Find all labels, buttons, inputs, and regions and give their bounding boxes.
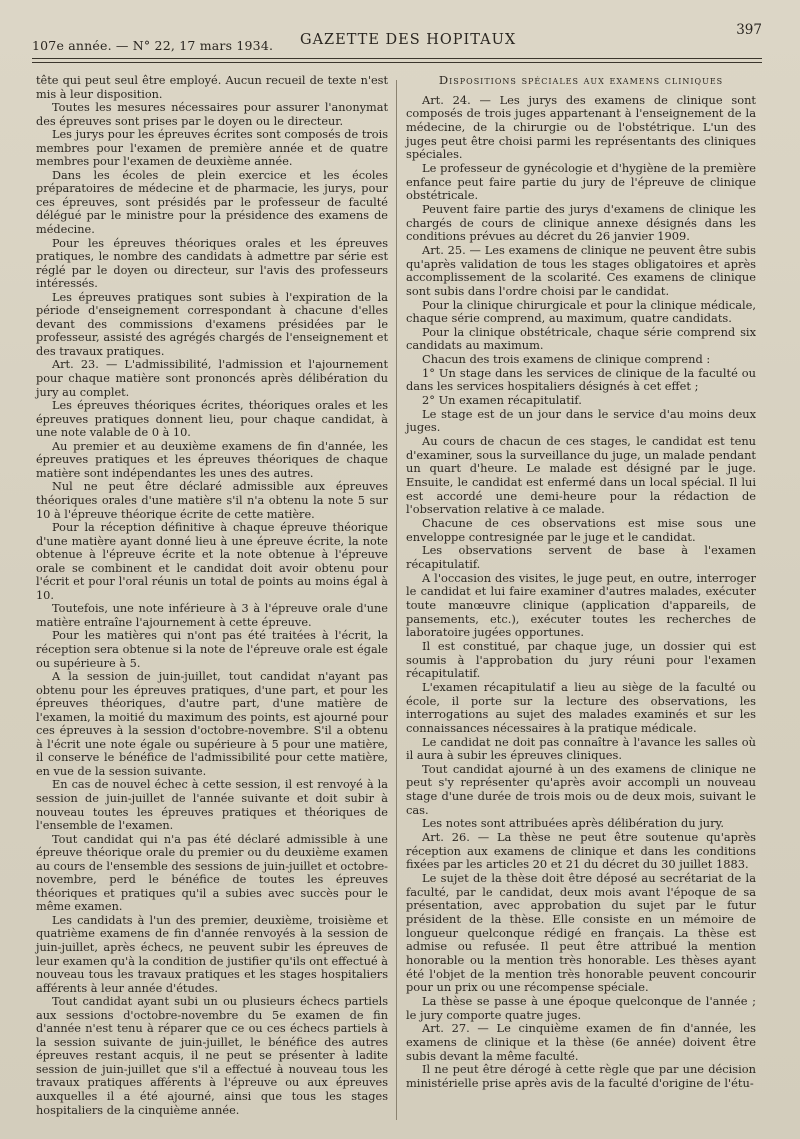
- right-column: [406, 74, 756, 1091]
- header-rule: [32, 58, 762, 59]
- paragraph: Tout candidat ayant subi un ou plusieurs échecs partiels aux sessions d'octobre-novembre du 5e examen de fin d'année n'est tenu à réparer que ce ou ces échecs partiels à la session suivante de juin-juillet, le bénéfice des autres épreuves restant acquis, il ne peut se présenter à ladite session de juin-juillet que s'il a effectué à nouveau tous les travaux pratiques afférents à l'épreuve ou aux épreuves auxquelles il a été ajourné, ainsi que tous les stages hospitaliers de la cinquième année.: [36, 995, 388, 1117]
- paragraph: Le stage est de un jour dans le service d'au moins deux juges.: [406, 406, 756, 435]
- paragraph: 1° Un stage dans les services de clinique de la faculté ou dans les services hospitaliers désignés à cet effet ;: [406, 365, 756, 394]
- paragraph: Il ne peut être dérogé à cette règle que par une décision ministérielle prise après avis de la faculté d'origine de l'étu-: [406, 1062, 756, 1090]
- paragraph: Le sujet de la thèse doit être déposé au secrétariat de la faculté, par le candidat, deux mois avant l'époque de sa présentation, avec approbation du sujet par le futur président de la thèse. Elle consiste en un mémoire de longueur quelconque rédigé en français. La thèse est admise ou refusée. Il peut être attribué la mention honorable ou la mention très honorable. Les thèses ayant été l'objet de la mention très honorable peuvent concourir pour un prix ou une récompense spéciale.: [406, 871, 756, 995]
- paragraph: Le candidat ne doit pas connaître à l'avance les salles où il aura à subir les épreuves cliniques.: [406, 734, 756, 763]
- paragraph: A l'occasion des visites, le juge peut, en outre, interroger le candidat et lui faire examiner d'autres malades, exécuter toute manœuvre clinique (application d'appareils, de pansements, etc.), exécuter toutes les recherches de laboratoire jugées opportunes.: [406, 570, 756, 640]
- paragraph: Pour les matières qui n'ont pas été traitées à l'écrit, la réception sera obtenue si la note de l'épreuve orale est égale ou supérieure à 5.: [36, 629, 388, 670]
- paragraph: Art. 24. — Les jurys des examens de clinique sont composés de trois juges appartenant à l'enseignement de la médecine, de la chirurgie ou de l'obstétrique. L'un des juges peut être choisi parmi les représentants des cliniques spéciales.: [406, 92, 756, 162]
- paragraph: L'examen récapitulatif a lieu au siège de la faculté ou école, il porte sur la lecture des observations, les interrogations au sujet des malades examinés et sur les connaissances nécessaires à la pratique médicale.: [406, 679, 756, 735]
- paragraph: Chacune de ces observations est mise sous une enveloppe contresignée par le juge et le candidat.: [406, 516, 756, 544]
- header-rule-thin: [32, 62, 762, 63]
- paragraph: Pour la clinique obstétricale, chaque série comprend six candidats au maximum.: [406, 324, 756, 353]
- page-number: 397: [736, 22, 762, 38]
- paragraph: Au cours de chacun de ces stages, le candidat est tenu d'examiner, sous la surveillance du juge, un malade pendant un quart d'heure. Le malade est désigné par le juge. Ensuite, le candidat est enfermé dans un local spécial. Il lui est accordé une demi-heure pour la rédaction de l'observation relative à ce malade.: [406, 434, 756, 517]
- paragraph: Les jurys pour les épreuves écrites sont composés de trois membres pour l'examen de première année et de quatre membres pour l'examen de deuxième année.: [36, 128, 388, 169]
- paragraph: Peuvent faire partie des jurys d'examens de clinique les chargés de cours de clinique annexe désignés dans les conditions prévues au décret du 26 janvier 1909.: [406, 201, 756, 244]
- paragraph: Chacun des trois examens de clinique comprend :: [422, 352, 711, 367]
- paragraph: Art. 25. — Les examens de clinique ne peuvent être subis qu'après validation de tous les stages obligatoires et après accomplissement de la scolarité. Ces examens de clinique sont subis dans l'ordre choisi par le candidat.: [406, 242, 756, 298]
- paragraph: 2° Un examen récapitulatif.: [422, 393, 582, 408]
- paragraph: En cas de nouvel échec à cette session, il est renvoyé à la session de juin-juillet de l'année suivante et doit subir à nouveau toutes les épreuves pratiques et théoriques de l'ensemble de l'examen.: [36, 778, 388, 833]
- paragraph: Pour les épreuves théoriques orales et les épreuves pratiques, le nombre des candidats à admettre par série est réglé par le doyen ou directeur, sur l'avis des professeurs intéressés.: [36, 236, 388, 291]
- paragraph: La thèse se passe à une époque quelconque de l'année ; le jury comporte quatre juges.: [406, 993, 756, 1022]
- paragraph: Toutes les mesures nécessaires pour assurer l'anonymat des épreuves sont prises par le doyen ou le directeur.: [36, 101, 388, 128]
- paragraph: Les épreuves pratiques sont subies à l'expiration de la période d'enseignement correspondant à chacune d'elles devant des commissions d'examens présidées par le professeur, assisté des agrégés chargés de l'enseignement et des travaux pratiques.: [36, 290, 388, 358]
- paragraph: Art. 23. — L'admissibilité, l'admission et l'ajournement pour chaque matière sont prononcés après délibération du jury au complet.: [36, 358, 388, 399]
- paragraph: Les notes sont attribuées après délibération du jury.: [422, 816, 725, 831]
- publication-title: GAZETTE DES HOPITAUX: [300, 32, 517, 48]
- paragraph: Les épreuves théoriques écrites, théoriques orales et les épreuves pratiques donnent lieu, pour chaque candidat, à une note valable de 0 à 10.: [36, 399, 388, 440]
- paragraph: tête qui peut seul être employé. Aucun recueil de texte n'est mis à leur disposition.: [36, 74, 388, 101]
- column-divider: [396, 80, 397, 1120]
- section-title: Dispositions spéciales aux examens cliniques: [438, 73, 724, 87]
- paragraph: Toutefois, une note inférieure à 3 à l'épreuve orale d'une matière entraîne l'ajournement à cette épreuve.: [36, 602, 388, 629]
- paragraph: Dans les écoles de plein exercice et les écoles préparatoires de médecine et de pharmacie, les jurys, pour ces épreuves, sont présidés par le professeur de faculté délégué par le ministre pour la présidence des examens de médecine.: [36, 168, 388, 237]
- paragraph: Au premier et au deuxième examens de fin d'année, les épreuves pratiques et les épreuves théoriques de chaque matière sont indépendantes les unes des autres.: [36, 439, 388, 480]
- paragraph: Tout candidat qui n'a pas été déclaré admissible à une épreuve théorique orale du premier ou du deuxième examen au cours de l'ensemble des sessions de juin-juillet et octobre-novembre, perd le bénéfice de toutes les épreuves théoriques et pratiques qu'il a subies avec succès pour le même examen.: [36, 832, 388, 914]
- paragraph: Les candidats à l'un des premier, deuxième, troisième et quatrième examens de fin d'année renvoyés à la session de juin-juillet, après échecs, ne peuvent subir les épreuves de leur examen qu'à la condition de justifier qu'ils ont effectué à nouveau tous les travaux pratiques et les stages hospitaliers afférents à leur année d'études.: [36, 913, 389, 995]
- issue-info: 107e année. — N° 22, 17 mars 1934.: [32, 38, 274, 53]
- paragraph: Nul ne peut être déclaré admissible aux épreuves théoriques orales d'une matière s'il n'a obtenu la note 5 sur 10 à l'épreuve théorique écrite de cette matière.: [36, 480, 388, 521]
- paragraph: Art. 27. — Le cinquième examen de fin d'année, les examens de clinique et la thèse (6e année) doivent être subis devant la même faculté.: [406, 1021, 756, 1063]
- paragraph: Art. 26. — La thèse ne peut être soutenue qu'après réception aux examens de clinique et dans les conditions fixées par les articles 20 et 21 du décret du 30 juillet 1883.: [406, 830, 756, 872]
- paragraph: Pour la clinique chirurgicale et pour la clinique médicale, chaque série comprend, au maximum, quatre candidats.: [406, 297, 756, 326]
- paragraph: Tout candidat ajourné à un des examens de clinique ne peut s'y représenter qu'après avoir accompli un nouveau stage d'une durée de trois mois ou de deux mois, suivant le cas.: [406, 761, 756, 817]
- paragraph: Pour la réception définitive à chaque épreuve théorique d'une matière ayant donné lieu à une épreuve écrite, la note obtenue à l'épreuve écrite et la note obtenue à l'épreuve orale se combinent et le candidat doit avoir obtenu pour l'écrit et pour l'oral réunis un total de points au moins égal à 10.: [36, 521, 388, 602]
- paragraph: A la session de juin-juillet, tout candidat n'ayant pas obtenu pour les épreuves pratiques, d'une part, et pour les épreuves théoriques, d'autre part, d'une matière de l'examen, la moitié du maximum des points, est ajourné pour ces épreuves à la session d'octobre-novembre. S'il a obtenu à l'écrit une note égale ou supérieure à 5 pour une matière, il conserve le bénéfice de l'admissibilité pour cette matière, en vue de la session suivante.: [36, 670, 388, 778]
- paragraph: Le professeur de gynécologie et d'hygiène de la première enfance peut faire partie du jury de l'épreuve de clinique obstétricale.: [406, 160, 756, 203]
- page-header: [30, 22, 762, 62]
- left-column: [36, 74, 388, 1117]
- paragraph: Il est constitué, par chaque juge, un dossier qui est soumis à l'approbation du jury réuni pour l'examen récapitulatif.: [406, 638, 756, 681]
- paragraph: Les observations servent de base à l'examen récapitulatif.: [406, 543, 756, 571]
